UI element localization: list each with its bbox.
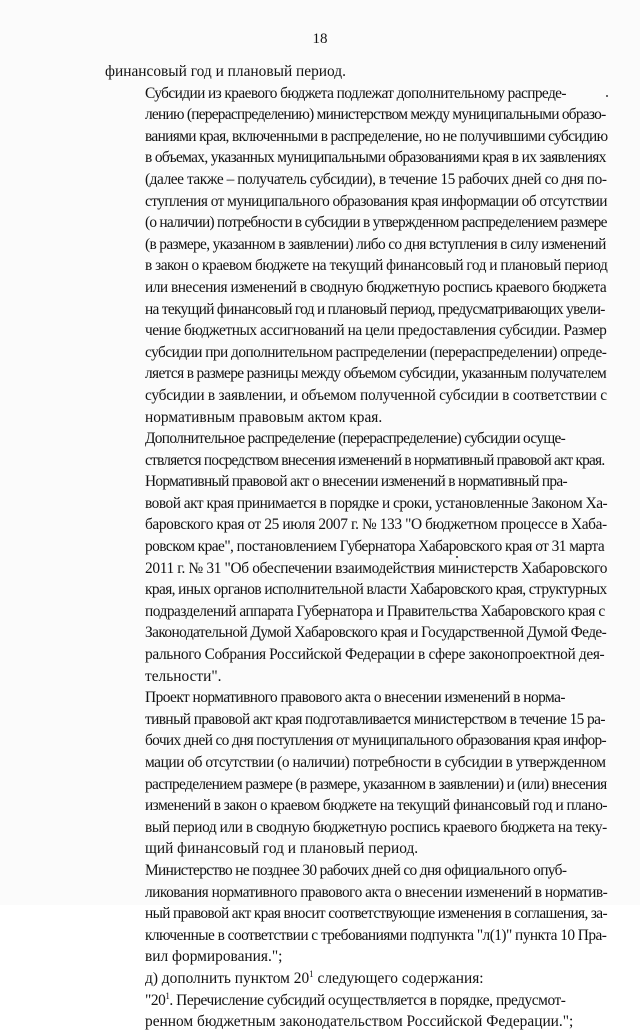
text-line: Законодательной Думой Хабаровского края и Государственной Думой Феде- xyxy=(145,624,607,642)
text-line: вил формирования."; xyxy=(145,948,283,966)
text-line: тивный правовой акт края подготавливается министерством в течение 15 ра- xyxy=(145,710,605,728)
text-line: финансовый год и плановый период. xyxy=(105,63,346,80)
text-line: Проект нормативного правового акта о внесении изменений в норма- xyxy=(145,689,565,707)
text-line: ваниями края, включенными в распределение, но не получившими субсидию xyxy=(145,127,608,145)
paragraph xyxy=(105,471,607,687)
text-line: (о наличии) потребности в субсидии в утвержденном распределением размере xyxy=(145,214,607,232)
text-line: вовой акт края принимается в порядке и сроки, установленные Законом Ха- xyxy=(145,494,608,512)
text-line: Министерство не позднее 30 рабочих дней со дня официального опуб- xyxy=(145,861,567,879)
text-line: или внесения изменений в сводную бюджетную роспись краевого бюджета xyxy=(145,278,607,296)
paragraph xyxy=(105,83,607,429)
paragraph xyxy=(105,428,607,471)
text-line: в закон о краевом бюджете на текущий финансовый год и плановый период xyxy=(145,257,608,275)
text-line: (в размере, указанном в заявлении) либо со дня вступления в силу изменений xyxy=(145,235,606,253)
paragraph xyxy=(105,860,607,968)
document-body xyxy=(105,61,607,1033)
text-line: тельности". xyxy=(145,667,222,685)
text-line: ровском крае", постановлением Губернатора Хабаровского края от 31 марта xyxy=(145,538,605,556)
scan-speck xyxy=(606,95,608,97)
item-d xyxy=(105,968,607,990)
item-20-1 xyxy=(105,990,607,1033)
item-20-1-open: "20 xyxy=(145,991,166,1009)
text-line: ступления от муниципального образования края информации об отсутствии xyxy=(145,192,607,210)
text-line: изменений в закон о краевом бюджете на текущий финансовый год и плано- xyxy=(145,797,607,815)
text-line: вый период или в сводную бюджетную роспись краевого бюджета на теку- xyxy=(145,818,607,836)
page-number: 18 xyxy=(312,31,328,47)
paragraph xyxy=(105,687,607,860)
text-line: бочих дней со дня поступления от муниципального образования края инфор- xyxy=(145,732,607,750)
text-line: 2011 г. № 31 "Об обеспечении взаимодействия министерств Хабаровского xyxy=(145,559,608,577)
text-line: Нормативный правовой акт о внесении изменений в нормативный пра- xyxy=(145,473,567,491)
text-line: ствляется посредством внесения изменений в нормативный правовой акт края. xyxy=(145,451,605,469)
text-line: на текущий финансовый год и плановый период, предусматривающих увели- xyxy=(145,300,605,318)
text-line: нормативным правовым актом края. xyxy=(145,408,383,426)
text-line: баровского края от 25 июля 2007 г. № 133 "О бюджетном процессе в Хаба- xyxy=(145,516,607,534)
item-d-suffix: следующего содержания: xyxy=(313,969,484,987)
text-line: ключенные в соответствии с требованиями подпункта "л(1)" пункта 10 Пра- xyxy=(145,926,607,944)
scan-speck xyxy=(456,556,458,558)
text-line xyxy=(105,990,607,1012)
text-line: субсидии при дополнительном распределении (перераспределении) опреде- xyxy=(145,343,607,361)
text-line: распределением размере (в размере, указанном в заявлении) и (или) внесения xyxy=(145,775,607,793)
text-line: рального Собрания Российской Федерации в сфере законопроектной дея- xyxy=(145,646,605,664)
text-line: края, иных органов исполнительной власти Хабаровского края, структурных xyxy=(145,581,607,599)
text-line: субсидии в заявлении, и объемом полученной субсидии в соответствии с xyxy=(145,386,607,404)
text-line: щий финансовый год и плановый период. xyxy=(145,840,419,858)
text-line xyxy=(105,968,607,990)
text-line: в объемах, указанных муниципальными образованиями края в их заявлениях xyxy=(145,149,606,167)
text-line: ный правовой акт края вносит соответствующие изменения в соглашения, за- xyxy=(145,905,607,923)
text-line: лению (перераспределению) министерством между муниципальными образо- xyxy=(145,106,606,124)
text-line: (далее также – получатель субсидии), в течение 15 рабочих дней со дня по- xyxy=(145,170,607,188)
text-line: Дополнительное распределение (перераспределение) субсидии осуще- xyxy=(145,430,566,448)
text-line: чение бюджетных ассигнований на цели предоставления субсидии. Размер xyxy=(145,322,607,340)
text-line: мации об отсутствии (о наличии) потребности в субсидии в утвержденном xyxy=(145,754,606,771)
superscript: 1 xyxy=(309,968,314,979)
paragraph xyxy=(105,61,607,83)
text-line: ренном бюджетным законодательством Российской Федерации."; xyxy=(145,1013,574,1031)
text-line: Субсидии из краевого бюджета подлежат дополнительному распреде- xyxy=(145,84,566,102)
item-d-prefix: д) дополнить пунктом 20 xyxy=(145,969,310,987)
superscript: 1 xyxy=(165,990,170,1001)
text-line: ляется в размере разницы между объемом субсидии, указанным получателем xyxy=(145,365,607,383)
item-20-1-line1: . Перечисление субсидий осуществляется в порядке, предусмот- xyxy=(169,991,566,1009)
text-line: ликования нормативного правового акта о внесении изменений в норматив- xyxy=(145,883,608,901)
text-line: подразделений аппарата Губернатора и Правительства Хабаровского края с xyxy=(145,602,605,620)
